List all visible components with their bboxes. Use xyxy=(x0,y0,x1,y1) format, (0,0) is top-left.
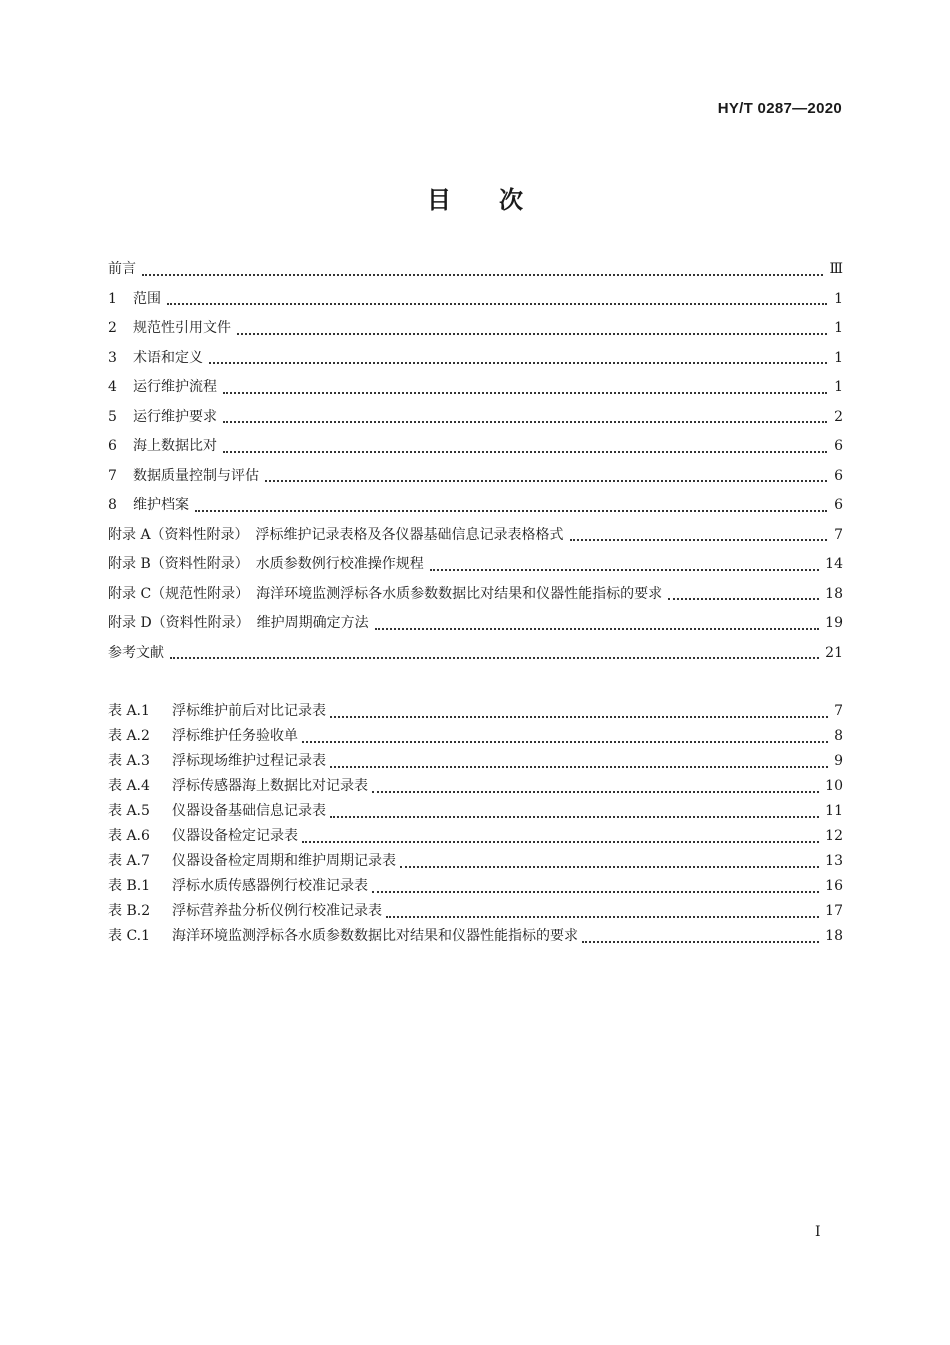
toc-leader-dots xyxy=(237,333,827,335)
toc-leader-dots xyxy=(195,510,827,512)
table-number: 表 A.7 xyxy=(108,853,150,869)
toc-leader-dots xyxy=(582,941,819,943)
toc-page: 7 xyxy=(834,526,843,543)
title-char-1: 目 xyxy=(427,186,451,214)
toc-leader-dots xyxy=(330,766,828,768)
table-number: 表 A.5 xyxy=(108,803,150,819)
toc-leader-dots xyxy=(375,628,819,630)
table-label: 浮标水质传感器例行校准记录表 xyxy=(172,878,368,894)
toc-label: 参考文献 xyxy=(108,644,164,661)
table-list-item[interactable] xyxy=(108,900,843,925)
list-of-tables xyxy=(108,700,843,950)
toc-label: 海上数据比对 xyxy=(133,438,217,454)
toc-leader-dots xyxy=(330,716,828,718)
table-number: 表 A.3 xyxy=(108,753,150,769)
toc-page: 1 xyxy=(834,379,843,395)
toc-label: 数据质量控制与评估 xyxy=(133,467,259,484)
page-number: I xyxy=(815,1224,821,1240)
table-number: 表 A.6 xyxy=(108,828,150,844)
table-label: 浮标传感器海上数据比对记录表 xyxy=(172,778,368,794)
toc-row-scope[interactable] xyxy=(108,288,843,318)
table-number: 表 A.4 xyxy=(108,778,150,794)
toc-row-requirements[interactable] xyxy=(108,406,843,436)
toc-number: 1 xyxy=(108,290,117,307)
table-page: 18 xyxy=(825,928,843,944)
toc-leader-dots xyxy=(330,816,819,818)
table-label: 仪器设备基础信息记录表 xyxy=(172,803,326,819)
toc-leader-dots xyxy=(372,791,819,793)
toc-leader-dots xyxy=(400,866,819,868)
toc-label: 运行维护要求 xyxy=(133,408,217,425)
table-label: 浮标营养盐分析仪例行校准记录表 xyxy=(172,903,382,919)
toc-label: 术语和定义 xyxy=(133,349,203,366)
toc-page: 6 xyxy=(834,497,843,513)
table-label: 浮标维护前后对比记录表 xyxy=(172,703,326,719)
table-page: 8 xyxy=(834,728,843,744)
toc-number: 8 xyxy=(108,497,117,513)
toc-page: 1 xyxy=(834,290,843,307)
toc-page: 2 xyxy=(834,408,843,425)
page-title xyxy=(0,180,950,215)
toc-leader-dots xyxy=(223,392,827,394)
toc-number: 5 xyxy=(108,408,117,425)
toc-leader-dots xyxy=(570,539,827,541)
toc-leader-dots xyxy=(223,451,827,453)
table-list-item[interactable] xyxy=(108,700,843,725)
toc-page: 1 xyxy=(834,349,843,366)
toc-leader-dots xyxy=(668,598,819,600)
toc-leader-dots xyxy=(142,274,823,276)
toc-label: 范围 xyxy=(133,290,161,307)
toc-page: 1 xyxy=(834,320,843,336)
table-list-item[interactable] xyxy=(108,725,843,750)
toc-row-appendix-c[interactable] xyxy=(108,583,843,613)
toc-row-process[interactable] xyxy=(108,376,843,406)
toc-label: 附录 B（资料性附录） 水质参数例行校准操作规程 xyxy=(108,556,424,572)
toc-row-terms[interactable] xyxy=(108,347,843,377)
table-label: 浮标维护任务验收单 xyxy=(172,728,298,744)
table-number: 表 C.1 xyxy=(108,928,151,944)
table-page: 16 xyxy=(825,878,843,894)
toc-page: 6 xyxy=(834,467,843,484)
toc-row-appendix-a[interactable] xyxy=(108,524,843,554)
standard-code: HY/T 0287—2020 xyxy=(717,100,842,117)
toc-page: 6 xyxy=(834,438,843,454)
toc-number: 4 xyxy=(108,379,117,395)
table-list-item[interactable] xyxy=(108,825,843,850)
toc-page: 19 xyxy=(825,615,843,631)
toc-label: 规范性引用文件 xyxy=(133,320,231,336)
toc-leader-dots xyxy=(265,480,827,482)
toc-leader-dots xyxy=(167,303,827,305)
table-list-item[interactable] xyxy=(108,800,843,825)
toc-page: 18 xyxy=(825,585,843,602)
toc-row-data-comparison[interactable] xyxy=(108,435,843,465)
toc-row-maintenance-archive[interactable] xyxy=(108,494,843,524)
toc-number: 6 xyxy=(108,438,117,454)
toc-page: Ⅲ xyxy=(829,261,843,277)
toc-row-foreword[interactable] xyxy=(108,258,843,288)
toc-leader-dots xyxy=(302,841,819,843)
table-list-item[interactable] xyxy=(108,750,843,775)
table-label: 海洋环境监测浮标各水质参数数据比对结果和仪器性能指标的要求 xyxy=(172,928,578,944)
toc-label: 维护档案 xyxy=(133,497,189,513)
toc-row-quality-control[interactable] xyxy=(108,465,843,495)
toc-leader-dots xyxy=(302,741,828,743)
table-of-contents xyxy=(108,258,843,671)
toc-leader-dots xyxy=(372,891,819,893)
toc-number: 7 xyxy=(108,467,117,484)
table-list-item[interactable] xyxy=(108,925,843,950)
toc-label: 附录 C（规范性附录） 海洋环境监测浮标各水质参数数据比对结果和仪器性能指标的要求 xyxy=(108,585,663,602)
table-label: 仪器设备检定周期和维护周期记录表 xyxy=(172,853,396,869)
toc-row-references[interactable] xyxy=(108,642,843,672)
toc-leader-dots xyxy=(223,421,827,423)
table-number: 表 A.1 xyxy=(108,703,150,719)
toc-number: 2 xyxy=(108,320,117,336)
table-label: 仪器设备检定记录表 xyxy=(172,828,298,844)
table-list-item[interactable] xyxy=(108,775,843,800)
toc-row-appendix-b[interactable] xyxy=(108,553,843,583)
table-page: 13 xyxy=(825,853,843,869)
table-page: 10 xyxy=(825,778,843,794)
toc-page: 21 xyxy=(825,644,843,661)
toc-leader-dots xyxy=(209,362,827,364)
table-list-item[interactable] xyxy=(108,850,843,875)
toc-leader-dots xyxy=(386,916,819,918)
table-list-item[interactable] xyxy=(108,875,843,900)
table-number: 表 B.2 xyxy=(108,903,151,919)
toc-label: 附录 A（资料性附录） 浮标维护记录表格及各仪器基础信息记录表格格式 xyxy=(108,526,564,543)
toc-number: 3 xyxy=(108,349,117,366)
toc-label: 前言 xyxy=(108,261,136,277)
toc-label: 附录 D（资料性附录） 维护周期确定方法 xyxy=(108,615,369,631)
table-page: 7 xyxy=(834,703,843,719)
table-page: 17 xyxy=(825,903,843,919)
table-number: 表 B.1 xyxy=(108,878,151,894)
toc-page: 14 xyxy=(825,556,843,572)
toc-label: 运行维护流程 xyxy=(133,379,217,395)
table-number: 表 A.2 xyxy=(108,728,150,744)
table-page: 11 xyxy=(825,803,843,819)
toc-row-normative-refs[interactable] xyxy=(108,317,843,347)
toc-leader-dots xyxy=(430,569,819,571)
table-page: 9 xyxy=(834,753,843,769)
title-char-2: 次 xyxy=(499,186,523,214)
table-label: 浮标现场维护过程记录表 xyxy=(172,753,326,769)
table-page: 12 xyxy=(825,828,843,844)
toc-leader-dots xyxy=(170,657,819,659)
toc-row-appendix-d[interactable] xyxy=(108,612,843,642)
